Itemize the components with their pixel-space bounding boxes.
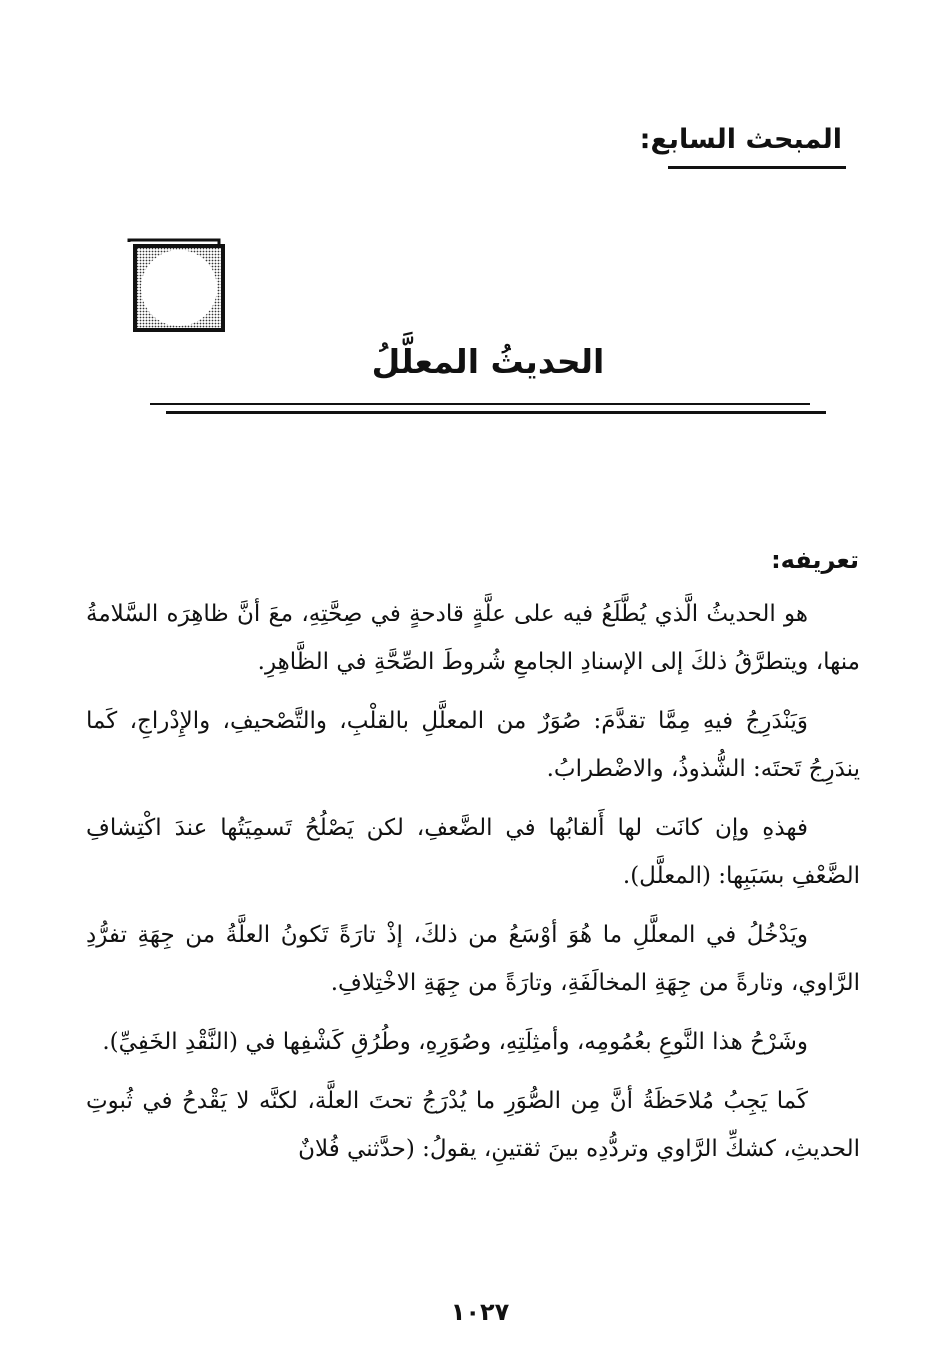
title-rule-bottom: [166, 411, 826, 414]
paragraph: وَيَنْدَرِجُ فيهِ مِمَّا تقدَّمَ: صُوَرٌ من المعلَّلِ بالقلْبِ، والتَّصْحيفِ، والإِدْراجِ، كَما يندَرِجُ تَحتَه: الشُّذوذُ، والاضْطرابُ.: [86, 708, 860, 782]
section-label-underline: [668, 166, 846, 169]
paragraph: وشَرْحُ هذا النَّوعِ بعُمُومِه، وأمثِلَتِهِ، وصُوَرِهِ، وطُرُقِ كَشْفِها في (النَّقْدِ الخَفِيِّ).: [102, 1029, 808, 1055]
paragraph: ويَدْخُلُ في المعلَّلِ ما هُوَ أوْسَعُ من ذلكَ، إذْ تارَةً تَكونُ العلَّةُ من جِهَةِ تفرُّدِ الرَّاوي، وتارةً من جِهَةِ المخالَفَةِ، وتارَةً من جِهَةِ الاخْتِلافِ.: [86, 922, 860, 996]
paragraph: كَما يَجِبُ مُلاحَظَةُ أنَّ مِن الصُّوَرِ ما يُدْرَجُ تحتَ العلَّة، لكنَّه لا يَقْدحُ في ثُبوتِ الحديثِ، كشكِّ الرَّاوي وتردُّدِه بينَ ثقتينِ، يقولُ: (حدَّثني فُلانٌ: [86, 1088, 860, 1162]
chapter-title: الحديثُ المعلَّلُ: [371, 342, 605, 381]
definition-heading: تعريفه:: [771, 546, 859, 574]
section-label: المبحث السابع:: [639, 124, 842, 155]
paragraph: فهذهِ وإن كانَت لها أَلقابُها في الضَّعفِ، لكن يَصْلُحُ تَسمِيَتُها عندَ اكْتِشافِ الضَّعْفِ بسَبَبِها: (المعلَّل).: [86, 815, 860, 889]
page-number: ١٠٢٧: [450, 1298, 510, 1326]
paragraph: هو الحديثُ الَّذي يُطَّلَعُ فيه على علَّةٍ قادحةٍ في صِحَّتِهِ، معَ أنَّ ظاهِرَه السَّلامةُ منها، ويتطرَّقُ ذلكَ إلى الإسنادِ الجامعِ شُروطَ الصِّحَّةِ في الظَّاهِرِ.: [86, 601, 860, 675]
title-rule-top: [150, 403, 810, 405]
chapter-emblem-icon: [127, 238, 227, 334]
body-text: [86, 590, 860, 1184]
